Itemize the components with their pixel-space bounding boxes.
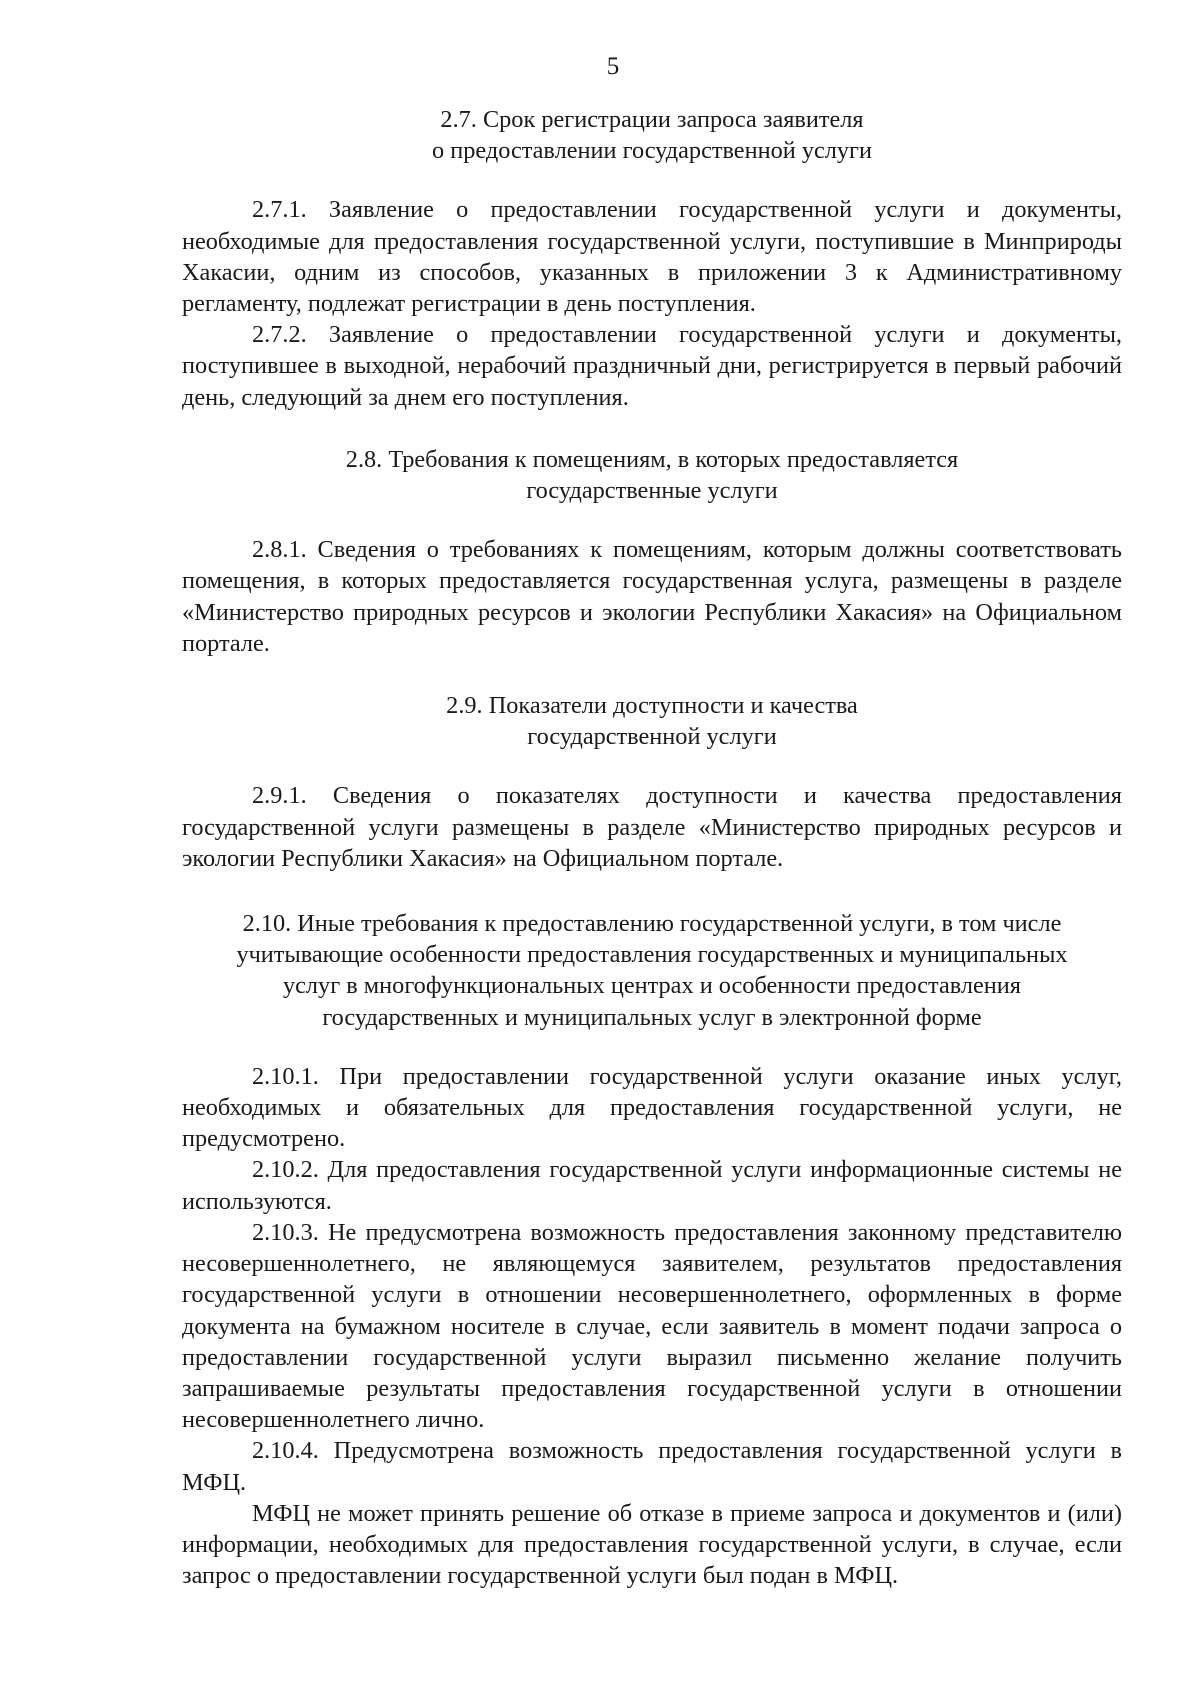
paragraph-2-10-2: 2.10.2. Для предоставления государственной услуги информационные системы не используются. bbox=[182, 1156, 1122, 1215]
heading-line: государственной услуги bbox=[527, 723, 777, 751]
heading-line: услуг в многофункциональных центрах и особенности предоставления bbox=[283, 972, 1021, 1000]
document-body bbox=[182, 104, 1122, 1591]
paragraph-2-10-1: 2.10.1. При предоставлении государственной услуги оказание иных услуг, необходимых и обязательных для предоставления государственной услуги, не предусмотрено. bbox=[182, 1062, 1122, 1153]
paragraph-mfc: МФЦ не может принять решение об отказе в приеме запроса и документов и (или) информации, необходимых для предоставления государственной услуги, в случае, если запрос о предоставлении государственной услуги был подан в МФЦ. bbox=[182, 1499, 1122, 1590]
heading-line: о предоставлении государственной услуги bbox=[432, 137, 872, 165]
paragraph-2-9-1: 2.9.1. Сведения о показателях доступности и качества предоставления государственной услуги размещены в разделе «Министерство природных ресурсов и экологии Республики Хакасия» на Официальном портале. bbox=[182, 782, 1122, 872]
paragraph-2-7-2: 2.7.2. Заявление о предоставлении государственной услуги и документы, поступившее в выходной, нерабочий праздничный дни, регистрируется в первый рабочий день, следующий за днем его поступления. bbox=[182, 321, 1122, 411]
paragraph-2-10-3: 2.10.3. Не предусмотрена возможность предоставления законному представителю несовершеннолетнего, не являющемуся заявителем, результатов предоставления государственной услуги в отношении несовершеннолетнего, оформленных в форме документа на бумажном носителе в случае, если заявитель в момент подачи запроса о предоставлении государственной услуги выразил письменно желание получить запрашиваемые результаты предоставления государственной услуги в отношении несовершеннолетнего лично. bbox=[182, 1218, 1122, 1434]
heading-line: государственных и муниципальных услуг в электронной форме bbox=[322, 1003, 982, 1031]
section-heading-2-10 bbox=[182, 908, 1122, 1033]
paragraph-2-10-4: 2.10.4. Предусмотрена возможность предоставления государственной услуги в МФЦ. bbox=[182, 1437, 1122, 1496]
page-number: 5 bbox=[606, 53, 620, 80]
heading-line: 2.9. Показатели доступности и качества bbox=[446, 692, 858, 720]
paragraph-2-8-1: 2.8.1. Сведения о требованиях к помещениям, которым должны соответствовать помещения, в которых предоставляется государственная услуга, размещены в разделе «Министерство природных ресурсов и экологии Республики Хакасия» на Официальном портале. bbox=[182, 536, 1122, 657]
heading-line: 2.8. Требования к помещениям, в которых предоставляется bbox=[345, 445, 959, 473]
section-heading-2-9 bbox=[182, 690, 1122, 752]
heading-line: государственные услуги bbox=[526, 477, 778, 505]
paragraph-2-7-1: 2.7.1. Заявление о предоставлении государственной услуги и документы, необходимые для предоставления государственной услуги, поступившие в Минприроды Хакасии, одним из способов, указанных в приложении 3 к Административному регламенту, подлежат регистрации в день поступления. bbox=[182, 196, 1122, 318]
heading-line: 2.7. Срок регистрации запроса заявителя bbox=[440, 106, 864, 133]
heading-line: учитывающие особенности предоставления государственных и муниципальных bbox=[236, 941, 1068, 969]
heading-line: 2.10. Иные требования к предоставлению государственной услуги, в том числе bbox=[242, 910, 1062, 938]
section-heading-2-8 bbox=[182, 444, 1122, 506]
section-heading-2-7 bbox=[182, 104, 1122, 166]
